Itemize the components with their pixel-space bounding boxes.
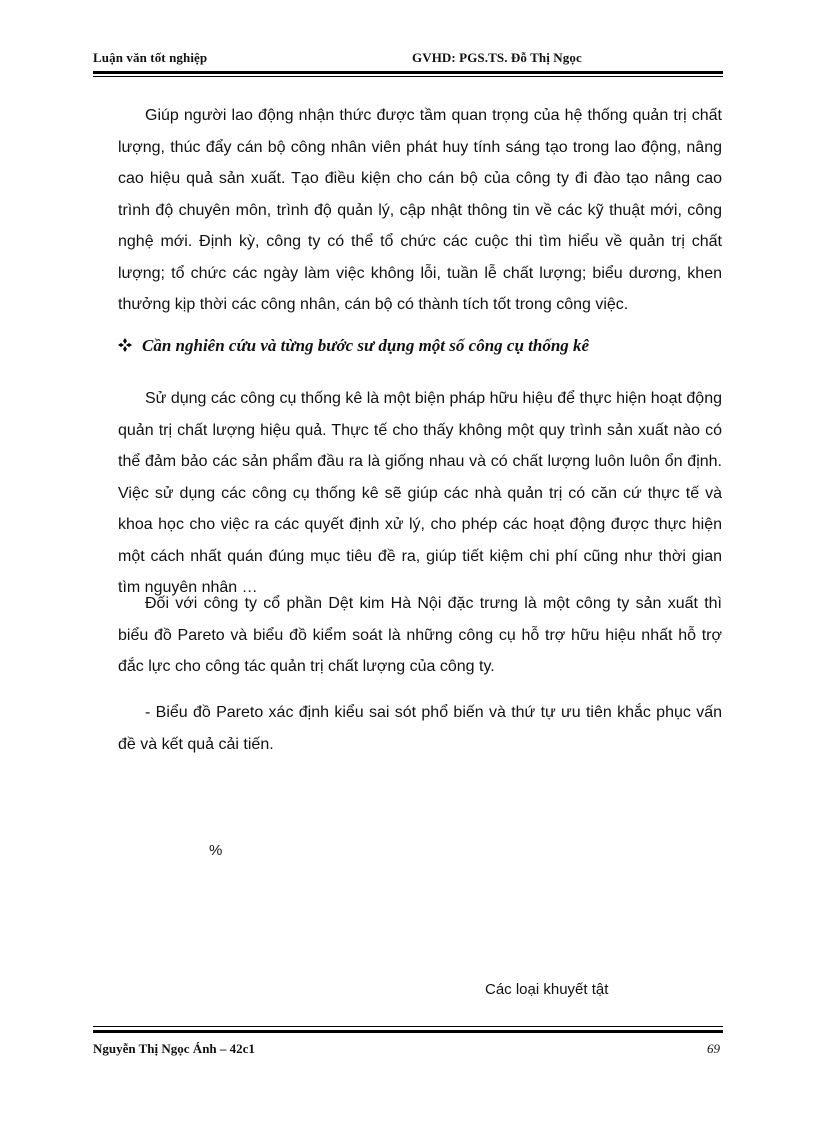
footer-rule-thin xyxy=(93,1026,723,1027)
body-content xyxy=(118,100,722,321)
header-rule-thin xyxy=(93,76,723,77)
paragraph-pareto-control: Đối với công ty cổ phần Dệt kim Hà Nội đặc trưng là một công ty sản xuất thì biểu đồ Pareto và biểu đồ kiểm soát là những công cụ hỗ trợ hữu hiệu nhất hỗ trợ đắc lực cho công tác quản trị chất lượng của công ty. xyxy=(118,595,722,675)
paragraph-statistical-tools: Sử dụng các công cụ thống kê là một biện pháp hữu hiệu để thực hiện hoạt động quản trị chất lượng hiệu quả. Thực tế cho thấy không một quy trình sản xuất nào có thể đảm bảo các sản phẩm đầu ra là giống nhau và có chất lượng luôn luôn ổn định. Việc sử dụng các công cụ thống kê sẽ giúp các nhà quản trị có căn cứ thực tế và khoa học cho việc ra các quyết định xử lý, cho phép các hoạt động được thực hiện một cách nhất quán đúng mục tiêu đề ra, giúp tiết kiệm chi phí cũng như thời gian tìm nguyên nhân … xyxy=(118,390,722,596)
page-number: 69 xyxy=(707,1041,720,1056)
section-heading xyxy=(118,336,589,356)
paragraph-pareto-definition: - Biểu đồ Pareto xác định kiểu sai sót phổ biến và thứ tự ưu tiên khắc phục vấn đề và kết quả cải tiến. xyxy=(118,704,722,753)
four-diamond-bullet-icon xyxy=(118,338,132,352)
footer-rule-thick xyxy=(93,1030,723,1033)
section-heading-text: Cần nghiên cứu và từng bước sư dụng một số công cụ thống kê xyxy=(142,336,590,355)
paragraph-training: Giúp người lao động nhận thức được tầm quan trọng của hệ thống quản trị chất lượng, thúc đẩy cán bộ công nhân viên phát huy tính sáng tạo trong lao động, nâng cao hiệu quả sản xuất. Tạo điều kiện cho cán bộ của công ty đi đào tạo nâng cao trình độ chuyên môn, trình độ quản lý, cập nhật thông tin về các kỹ thuật mới, công nghệ mới. Định kỳ, công ty có thể tổ chức các cuộc thi tìm hiểu về quản trị chất lượng; tổ chức các ngày làm việc không lỗi, tuần lễ chất lượng; biểu dương, khen thưởng kịp thời các công nhân, cán bộ có thành tích tốt trong công việc. xyxy=(118,107,722,313)
header-thesis-label: Luận văn tốt nghiệp xyxy=(93,50,208,65)
chart-x-axis-label: Các loại khuyết tật xyxy=(485,981,609,998)
footer-author: Nguyễn Thị Ngọc Ánh – 42c1 xyxy=(93,1041,255,1056)
header-rule-thick xyxy=(93,71,723,74)
chart-y-axis-label: % xyxy=(209,842,223,859)
header-advisor: GVHD: PGS.TS. Đỗ Thị Ngọc xyxy=(412,50,582,65)
